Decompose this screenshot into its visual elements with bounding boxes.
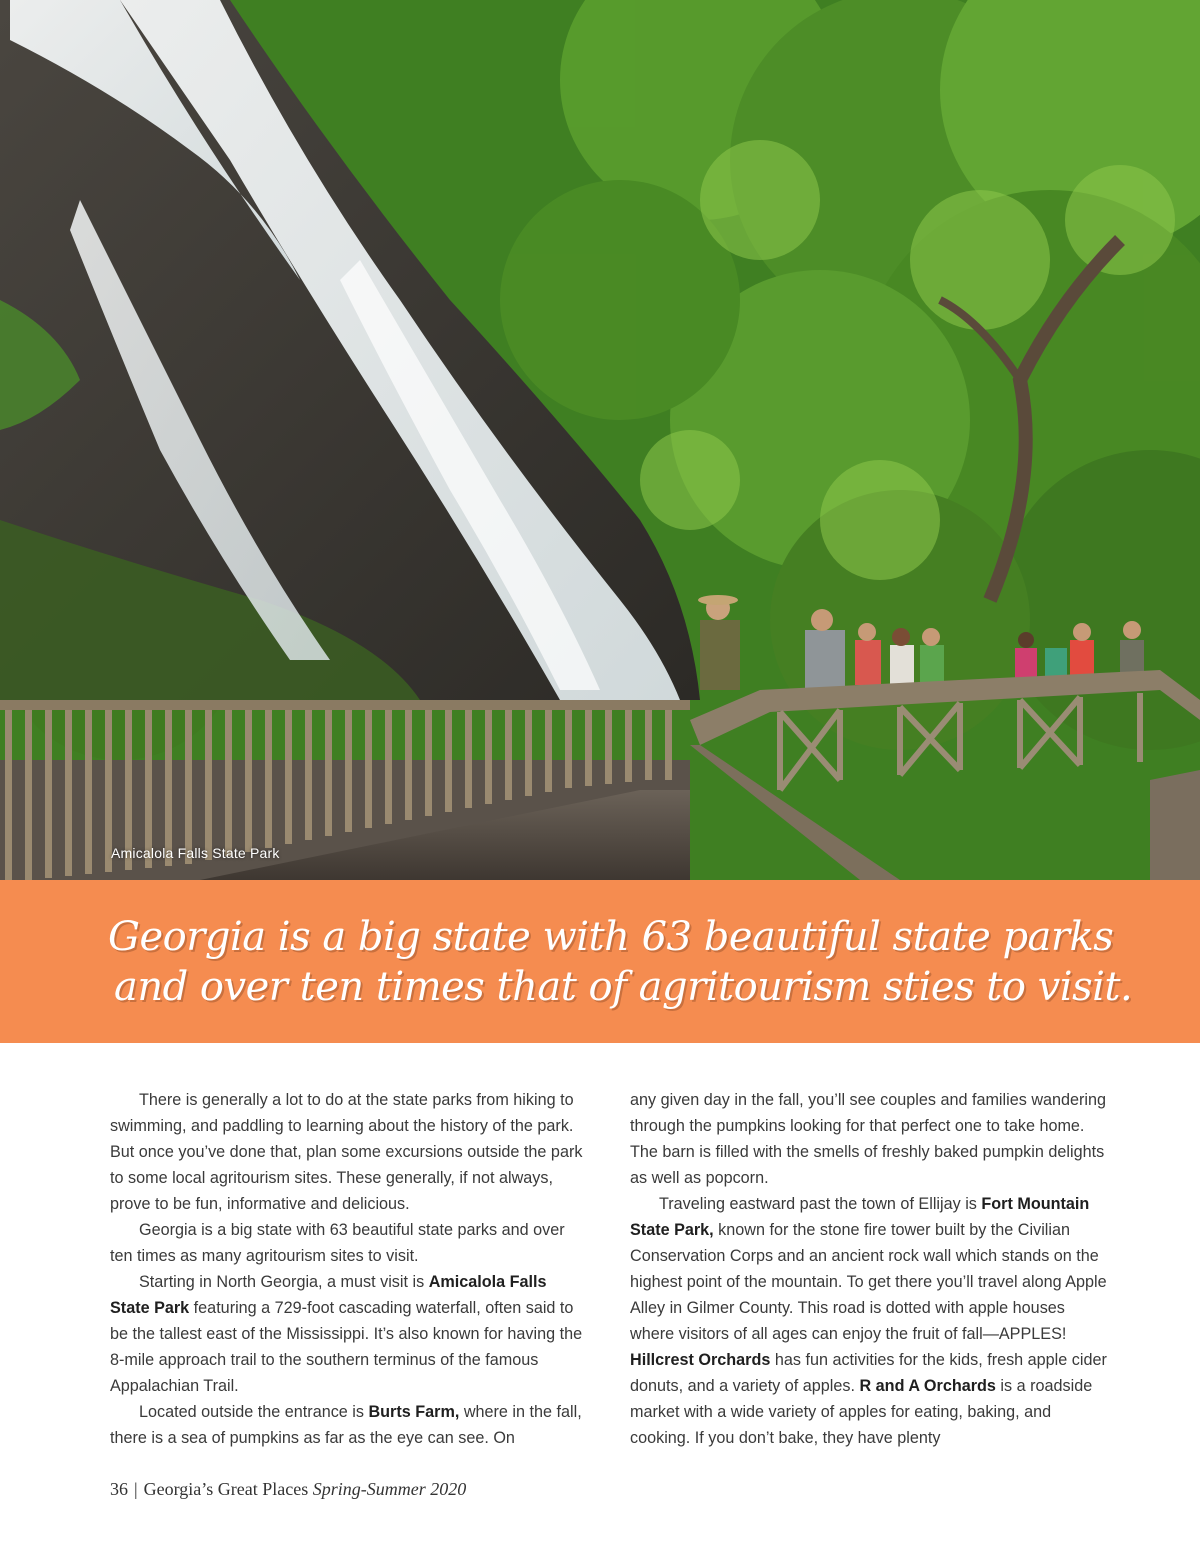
- paragraph-text: is a roadside market with a wide variety of apples for eating, baking, and cooking. If you don’t bake, they have plenty: [630, 1377, 1093, 1447]
- place-name-burts-farm: Burts Farm,: [368, 1403, 460, 1421]
- page-footer: [110, 1479, 466, 1500]
- page-number: 36: [110, 1479, 128, 1499]
- paragraph-text: Traveling eastward past the town of Ellijay is: [659, 1195, 982, 1213]
- issue-name: Spring-Summer 2020: [312, 1479, 467, 1499]
- footer-separator: |: [134, 1479, 138, 1499]
- place-name-fort-mountain: Fort Mountain State Park,: [630, 1195, 1090, 1239]
- paragraph: any given day in the fall, you’ll see couples and families wandering through the pumpkins looking for that perfect one to take home. The barn is filled with the smells of freshly baked pumpkin delights as well as popcorn.: [630, 1091, 1107, 1187]
- place-name-r-and-a: R and A Orchards: [859, 1377, 996, 1395]
- paragraph-text: where in the fall, there is a sea of pumpkins as far as the eye can see. On: [110, 1403, 582, 1447]
- paragraph: There is generally a lot to do at the state parks from hiking to swimming, and paddling to learning about the history of the park. But once you’ve done that, plan some excursions outside the park to some local agritourism sites. These generally, if not always, prove to be fun, informative and delicious.: [110, 1091, 583, 1213]
- place-name-amicalola: Amicalola Falls State Park: [110, 1273, 547, 1317]
- paragraph: [110, 1399, 590, 1451]
- paragraph-text: featuring a 729-foot cascading waterfall, often said to be the tallest east of the Mississippi. It’s also known for having the 8-mile approach trail to the southern terminus of the famous Appalachian Trail.: [110, 1299, 583, 1395]
- paragraph-text: has fun activities for the kids, fresh apple cider donuts, and a variety of apples.: [630, 1351, 1107, 1395]
- article-column-right: [630, 1087, 1110, 1451]
- paragraph: [630, 1191, 1110, 1451]
- photo-caption: Amicalola Falls State Park: [111, 845, 280, 861]
- paragraph: Georgia is a big state with 63 beautiful state parks and over ten times as many agritourism sites to visit.: [110, 1221, 565, 1265]
- pull-quote-line-1: Georgia is a big state with 63 beautiful state parks: [108, 914, 1114, 960]
- paragraph-text: known for the stone fire tower built by the Civilian Conservation Corps and an ancient rock wall which stands on the highest point of the mountain. To get there you’ll travel along Apple Alley in Gilmer County. This road is dotted with apple houses where visitors of all ages can enjoy the fruit of fall—APPLES!: [630, 1221, 1107, 1343]
- paragraph: [110, 1269, 590, 1399]
- article-column-left: [110, 1087, 590, 1451]
- pull-quote-line-2: and over ten times that of agritourism sties to visit.: [114, 964, 1133, 1010]
- publication-name: Georgia’s Great Places: [143, 1479, 309, 1499]
- place-name-hillcrest: Hillcrest Orchards: [630, 1351, 771, 1369]
- pull-quote-band: [0, 880, 1200, 1043]
- paragraph-text: Located outside the entrance is: [139, 1403, 369, 1421]
- article-body: [110, 1087, 1110, 1451]
- paragraph-text: Starting in North Georgia, a must visit is: [139, 1273, 429, 1291]
